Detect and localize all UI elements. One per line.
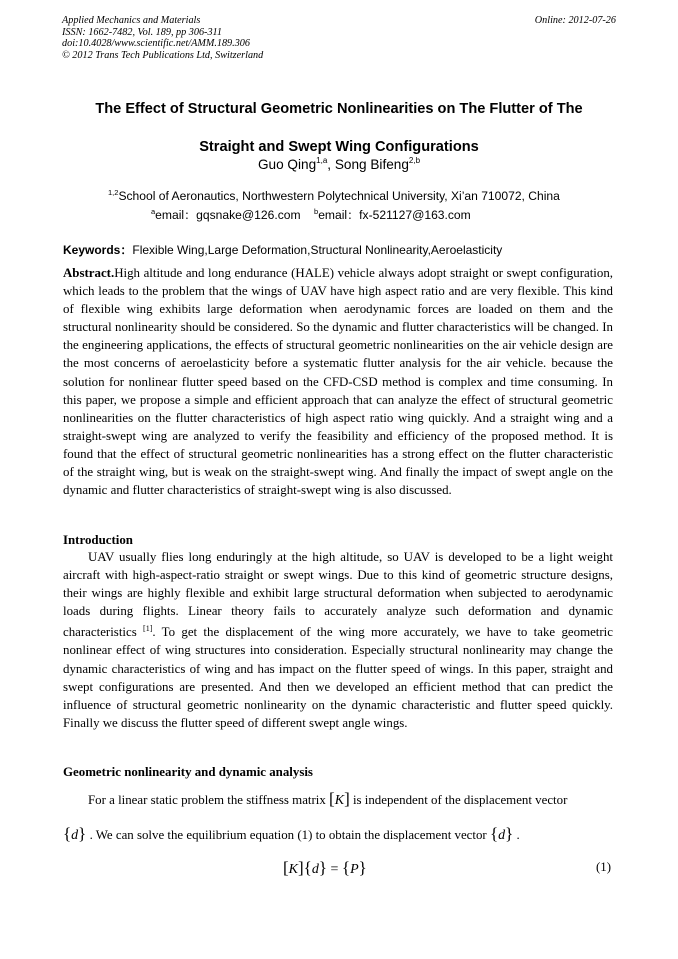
journal-header: [62, 15, 616, 61]
geometric-heading: Geometric nonlinearity and dynamic analysis: [63, 765, 313, 779]
authors: [0, 156, 678, 172]
title-line-2: Straight and Swept Wing Configurations: [199, 139, 479, 155]
equation-number: (1): [596, 860, 612, 874]
email-b-sup: b: [314, 207, 319, 216]
introduction-heading: Introduction: [63, 533, 133, 547]
author-1-sup: 1,a: [316, 156, 328, 165]
introduction-body: [63, 548, 613, 732]
issn: ISSN: 1662-7482, Vol. 189, pp 306-311: [62, 26, 222, 38]
journal-name: Applied Mechanics and Materials: [62, 15, 201, 26]
geometric-text-2a: . We can solve the equilibrium equation (1) to obtain the displacement vector: [86, 828, 490, 842]
author-2-sup: 2,b: [408, 156, 421, 165]
abstract-text: High altitude and long endurance (HALE) vehicle always adopt straight or swept configuration, which leads to the problem that the wings of UAV have high aspect ratio and are very flexible. This kind of flexible wing exhibits large deformation when aerodynamic forces are loaded on them and the structural nonlinearity should be considered. So the dynamic and flutter characteristics will be changed. In the engineering applications, the effects of structural geometric nonlinearities on the air vehicle design are the most concerns of aeroelasticity before a systematic flutter analysis for the air vehicle. because the solution for nonlinear flutter speed based on the CFD-CSD method is complex and time consuming. In this paper, we propose a simple and efficient approach that can analyze the effect of structural geometric nonlinearities on the flutter characteristics of high aspect ratio wing quickly. And a straight wing and a straight-swept wing are analyzed to verify the feasibility and efficiency of the proposed method. It is found that the effect of structural geometric nonlinearities has a strong effect on the flutter characteristic of the straight wing, but is weak on the straight-swept wing. And finally the impact of swept angle on the dynamic and flutter characteristics of straight-swept wing is also discussed.: [63, 266, 613, 498]
keywords-label: Keywords：: [63, 243, 133, 257]
author-separator: ,: [327, 157, 335, 172]
introduction-text-2: . To get the displacement of the wing more accurately, we have to take geometric nonlinear effect of wing structures into consideration. Especially structural nonlinearity may change the dynamic characteristics of wing and has impact on the flutter speed of wings. In this paper, straight and swept configurations are presented. And then we developed an efficient method that can predict the influence of structural geometric nonlinearity on the dynamic characteristic and flutter speed quickly. Finally we discuss the flutter speed of different swept angle wings.: [63, 625, 613, 730]
geometric-text-1a: For a linear static problem the stiffness matrix: [88, 793, 330, 807]
email-b: email：fx-521127@163.com: [318, 208, 471, 222]
keywords-text: Flexible Wing,Large Deformation,Structural Nonlinearity,Aeroelasticity: [132, 243, 503, 257]
emails: [151, 206, 651, 223]
displacement-vector-symbol: {d}: [63, 824, 87, 843]
geometric-line-2: [63, 824, 613, 844]
abstract: [63, 264, 613, 499]
copyright: © 2012 Trans Tech Publications Ltd, Switzerland: [62, 49, 264, 61]
affiliation-text: School of Aeronautics, Northwestern Polytechnical University, Xi’an 710072, China: [118, 189, 560, 203]
abstract-label: Abstract.: [63, 266, 115, 280]
stiffness-matrix-symbol: [K]: [329, 789, 350, 808]
author-1: Guo Qing: [257, 157, 317, 172]
geometric-line-1: [88, 789, 614, 809]
affiliation-sup: 1,2: [108, 188, 119, 197]
paper-title: [40, 90, 638, 166]
title-line-1: The Effect of Structural Geometric Nonlinearities on The Flutter of The: [95, 101, 583, 117]
online-date: Online: 2012-07-26: [534, 15, 616, 26]
equation-1: [K]{d} = {P}: [283, 858, 367, 877]
geometric-text-2b: .: [513, 828, 520, 842]
displacement-vector-symbol-2: {d}: [489, 824, 514, 843]
email-a-sup: a: [151, 207, 156, 216]
email-a: email：gqsnake@126.com: [155, 208, 301, 222]
author-2: Song Bifeng: [334, 157, 409, 172]
affiliation: [108, 188, 648, 203]
geometric-text-1b: is independent of the displacement vector: [349, 793, 568, 807]
keywords: [63, 241, 623, 258]
introduction-text-1: UAV usually flies long enduringly at the high altitude, so UAV is developed to be a light weight aircraft with high-aspect-ratio straight or swept wings. Due to this kind of geometric structure designs, their wings are highly flexible and exhibit large structural deformation when subjected to aerodynamic loads during flights. Linear theory fails to accurately analyze such deformation and dynamic characteristics: [63, 550, 613, 640]
citation-1: [1]: [143, 624, 153, 634]
doi: doi:10.4028/www.scientific.net/AMM.189.306: [62, 38, 250, 50]
